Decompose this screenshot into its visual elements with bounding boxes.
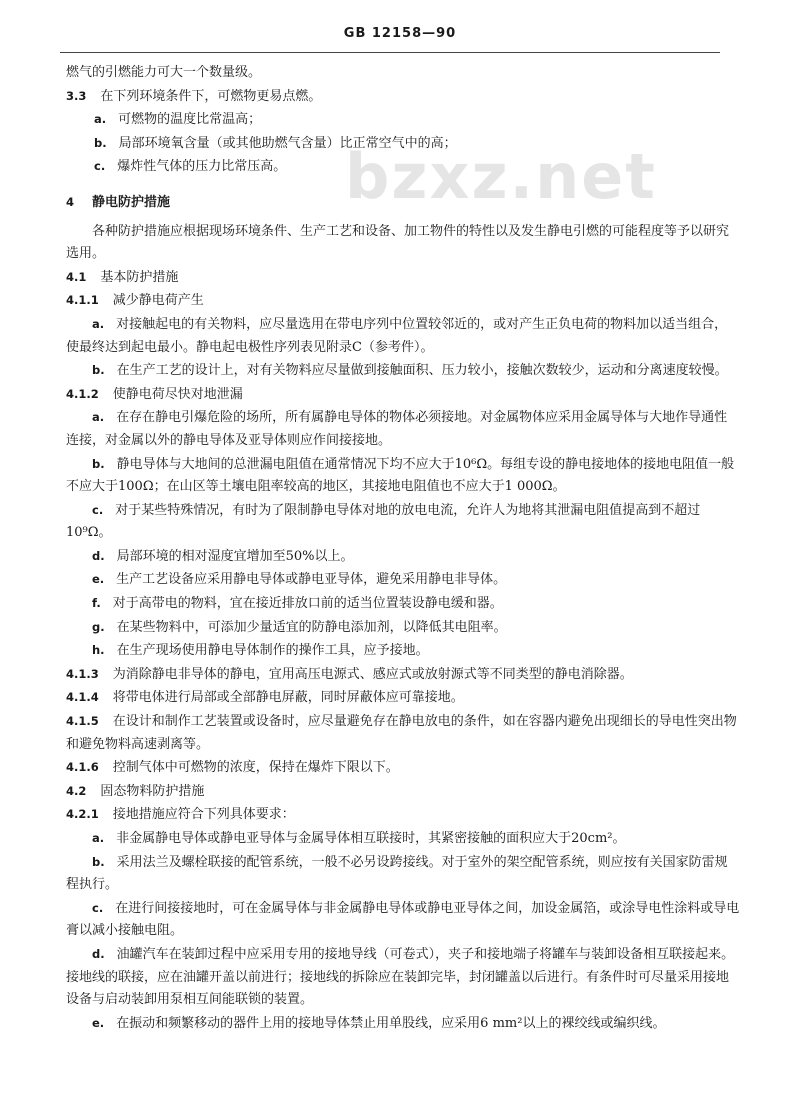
list-item xyxy=(66,132,740,156)
item-label: d. xyxy=(92,946,105,961)
watermark: bzxz.net xyxy=(345,140,657,213)
list-item xyxy=(66,545,740,569)
item-label: a. xyxy=(92,831,105,845)
list-item xyxy=(66,453,740,499)
clause-4-1-1 xyxy=(66,289,740,313)
section-title: 静电防护措施 xyxy=(92,194,171,210)
item-text: 对接触起电的有关物料，应尽量选用在带电序列中位置较邻近的，或对产生正负电荷的物料加以适当组合，使最终达到起电最小。静电起电极性序列表见附录C（参考件）。 xyxy=(66,316,728,355)
clause-text: 在下列环境条件下，可燃物更易点燃。 xyxy=(100,88,322,104)
clause-4-1-3 xyxy=(66,663,740,687)
clause-number: 4.2 xyxy=(66,783,87,798)
item-label: a. xyxy=(92,316,105,331)
item-text: 非金属静电导体或静电亚导体与金属导体相互联接时，其紧密接触的面积应大于20cm²。 xyxy=(116,831,626,846)
item-text: 采用法兰及螺栓联接的配管系统，一般不必另设跨接线。对于室外的架空配管系统，则应按有关国家防雷规程执行。 xyxy=(66,854,728,893)
clause-text: 控制气体中可燃物的浓度，保持在爆炸下限以下。 xyxy=(112,760,399,776)
clause-text: 为消除静电非导体的静电，宜用高压电源式、感应式或放射源式等不同类型的静电消除器。 xyxy=(112,666,633,682)
clause-3-3 xyxy=(66,85,740,109)
item-text: 爆炸性气体的压力比常压高。 xyxy=(117,159,287,175)
item-text: 在生产现场使用静电导体制作的操作工具，应予接地。 xyxy=(116,643,429,659)
item-label: c. xyxy=(94,159,106,174)
list-item xyxy=(66,592,740,616)
clause-number: 4.1.6 xyxy=(66,760,99,775)
item-label: b. xyxy=(92,456,105,471)
clause-text: 将带电体进行局部或全部静电屏蔽，同时屏蔽体应可靠接地。 xyxy=(112,690,464,706)
list-item xyxy=(66,155,740,179)
item-text: 对于某些特殊情况，有时为了限制静电导体对地的放电电流，允许人为地将其泄漏电阻值提高到不超过10⁹Ω。 xyxy=(66,502,701,541)
item-text: 对于高带电的物料，宜在接近排放口前的适当位置装设静电缓和器。 xyxy=(112,596,503,612)
item-label: e. xyxy=(92,572,105,587)
body-text xyxy=(66,62,740,1035)
clause-text: 固态物料防护措施 xyxy=(100,783,205,799)
clause-number: 4.1.5 xyxy=(66,714,99,729)
item-label: h. xyxy=(92,643,105,658)
list-item xyxy=(66,499,740,545)
paragraph: 各种防护措施应根据现场环境条件、生产工艺和设备、加工物件的特性以及发生静电引燃的可能程度等予以研究选用。 xyxy=(66,223,730,262)
clause-4-1-5 xyxy=(66,710,740,756)
item-label: f. xyxy=(92,596,101,611)
standard-number-header: GB 12158—90 xyxy=(343,26,457,41)
item-text: 在存在静电引爆危险的场所，所有属静电导体的物体必须接地。对金属物体应采用金属导体与大地作导通性连接，对金属以外的静电导体及亚导体则应作间接接地。 xyxy=(66,410,728,448)
clause-text: 基本防护措施 xyxy=(100,269,179,285)
clause-4-1-6 xyxy=(66,756,740,780)
section-number: 4 xyxy=(66,194,75,209)
item-label: a. xyxy=(94,112,107,127)
clause-text: 在设计和制作工艺装置或设备时，应尽量避免存在静电放电的条件，如在容器内避免出现细长的导电性突出物和避免物料高速剥离等。 xyxy=(66,714,737,752)
clause-4-1 xyxy=(66,266,740,290)
item-label: b. xyxy=(92,363,105,378)
clause-4-1-2 xyxy=(66,383,740,407)
list-item xyxy=(66,616,740,640)
clause-number: 4.1.3 xyxy=(66,666,99,681)
list-item xyxy=(66,313,740,359)
item-text: 在某些物料中，可添加少量适宜的防静电添加剂，以降低其电阻率。 xyxy=(116,619,507,635)
item-text: 生产工艺设备应采用静电导体或静电亚导体，避免采用静电非导体。 xyxy=(116,572,507,588)
item-label: d. xyxy=(92,548,105,563)
item-text: 在进行间接接地时，可在金属导体与非金属静电导体或静电亚导体之间，加设金属箔，或涂导电性涂料或导电膏以减小接触电阻。 xyxy=(66,900,740,939)
item-label: e. xyxy=(92,1015,105,1030)
list-item xyxy=(66,108,740,132)
list-item xyxy=(66,1012,740,1036)
list-item xyxy=(66,943,740,1012)
clause-text: 接地措施应符合下列具体要求： xyxy=(112,807,295,823)
item-text: 可燃物的温度比常温高； xyxy=(118,112,262,128)
item-label: a. xyxy=(92,410,105,425)
item-label: c. xyxy=(92,502,104,517)
item-text: 局部环境的相对湿度宜增加至50%以上。 xyxy=(116,548,354,564)
clause-number: 3.3 xyxy=(66,88,87,103)
item-label: b. xyxy=(92,854,105,869)
item-text: 在振动和频繁移动的器件上用的接地导体禁止用单股线，应采用6 mm²以上的裸绞线或编织线。 xyxy=(116,1015,666,1031)
clause-number: 4.2.1 xyxy=(66,807,99,822)
list-item xyxy=(66,568,740,592)
item-label: c. xyxy=(92,900,104,915)
clause-text: 减少静电荷产生 xyxy=(112,293,204,309)
list-item xyxy=(66,827,740,851)
clause-number: 4.1 xyxy=(66,269,87,284)
clause-4-2 xyxy=(66,780,740,804)
clause-text: 使静电荷尽快对地泄漏 xyxy=(112,386,243,402)
clause-4-1-4 xyxy=(66,686,740,710)
list-item xyxy=(66,639,740,663)
item-label: g. xyxy=(92,619,105,634)
item-text: 油罐汽车在装卸过程中应采用专用的接地导线（可卷式），夹子和接地端子将罐车与装卸设备相互联接起来。接地线的联接，应在油罐开盖以前进行；接地线的拆除应在装卸完毕，封闭罐盖以后进行。有条件时可尽量采用接地设备与启动装卸用泵相互间能联锁的装置。 xyxy=(66,946,735,1008)
header-rule xyxy=(60,52,720,53)
clause-number: 4.1.1 xyxy=(66,293,99,308)
clause-4-2-1 xyxy=(66,803,740,827)
item-text: 局部环境氧含量（或其他助燃气含量）比正常空气中的高； xyxy=(118,135,457,151)
list-item xyxy=(66,359,740,383)
section-4-heading xyxy=(66,191,740,215)
clause-number: 4.1.4 xyxy=(66,690,99,705)
paragraph: 燃气的引燃能力可大一个数量级。 xyxy=(66,65,262,80)
item-text: 静电导体与大地间的总泄漏电阻值在通常情况下均不应大于10⁶Ω。每组专设的静电接地体的接地电阻值一般不应大于100Ω；在山区等土壤电阻率较高的地区，其接地电阻值也不应大于1 000Ω。 xyxy=(66,456,735,495)
item-label: b. xyxy=(94,135,107,150)
item-text: 在生产工艺的设计上，对有关物料应尽量做到接触面积、压力较小，接触次数较少，运动和分离速度较慢。 xyxy=(116,363,728,379)
list-item xyxy=(66,406,740,452)
clause-number: 4.1.2 xyxy=(66,386,99,401)
list-item xyxy=(66,897,740,943)
list-item xyxy=(66,851,740,897)
